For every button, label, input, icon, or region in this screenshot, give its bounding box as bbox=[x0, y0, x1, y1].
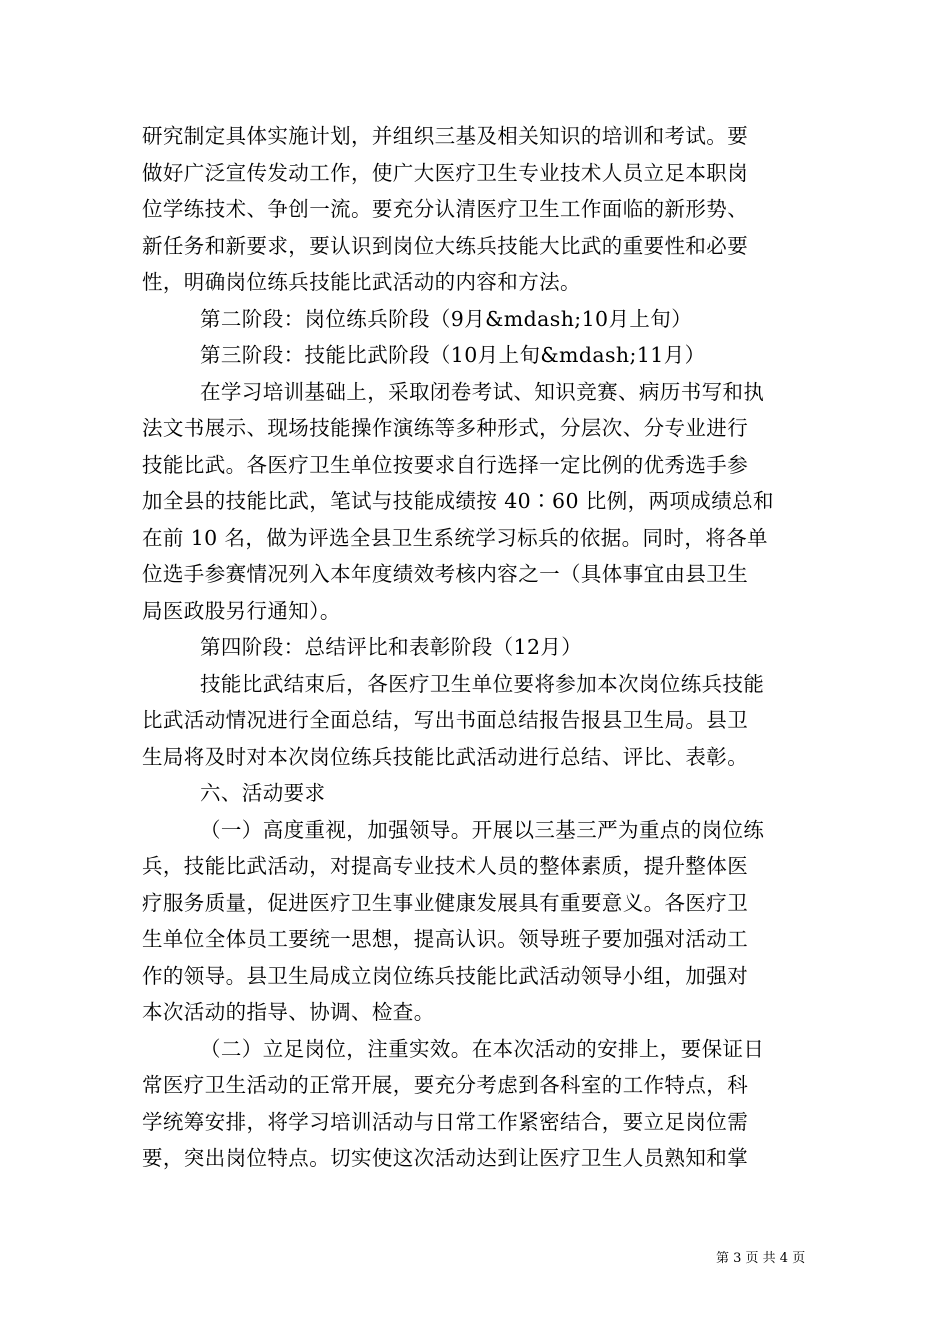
text-line: 本次活动的指导、协调、检查。 bbox=[142, 1000, 435, 1024]
text-line: 要，突出岗位特点。切实使这次活动达到让医疗卫生人员熟知和掌 bbox=[142, 1146, 749, 1170]
text-line: 常医疗卫生活动的正常开展，要充分考虑到各科室的工作特点，科 bbox=[142, 1073, 749, 1097]
text-line: 兵，技能比武活动，对提高专业技术人员的整体素质，提升整体医 bbox=[142, 854, 749, 878]
text-line: 比武活动情况进行全面总结，写出书面总结报告报县卫生局。县卫 bbox=[142, 708, 749, 732]
text-line: 研究制定具体实施计划，并组织三基及相关知识的培训和考试。要 bbox=[142, 124, 749, 148]
text-line: 技能比武。各医疗卫生单位按要求自行选择一定比例的优秀选手参 bbox=[142, 452, 749, 477]
text-line: 学统筹安排，将学习培训活动与日常工作紧密结合，要立足岗位需 bbox=[142, 1109, 749, 1134]
text-line: 技能比武结束后，各医疗卫生单位要将参加本次岗位练兵技能 bbox=[200, 671, 765, 696]
text-line: 性，明确岗位练兵技能比武活动的内容和方法。 bbox=[142, 270, 581, 294]
text-line: 做好广泛宣传发动工作，使广大医疗卫生专业技术人员立足本职岗 bbox=[142, 160, 749, 185]
page-number-footer: 第 3 页 共 4 页 bbox=[716, 1251, 806, 1266]
text-line: 位学练技术、争创一流。要充分认清医疗卫生工作面临的新形势、 bbox=[142, 197, 749, 221]
text-line: 在学习培训基础上，采取闭卷考试、知识竞赛、病历书写和执 bbox=[200, 379, 765, 404]
text-line: 新任务和新要求，要认识到岗位大练兵技能大比武的重要性和必要 bbox=[142, 233, 749, 258]
text-line: 法文书展示、现场技能操作演练等多种形式，分层次、分专业进行 bbox=[142, 416, 749, 440]
text-line: 疗服务质量，促进医疗卫生事业健康发展具有重要意义。各医疗卫 bbox=[142, 890, 749, 915]
text-line: 生局将及时对本次岗位练兵技能比武活动进行总结、评比、表彰。 bbox=[142, 744, 749, 769]
document-body bbox=[142, 118, 814, 1177]
stage-four-heading: 第四阶段：总结评比和表彰阶段（12月） bbox=[200, 635, 583, 659]
text-line: 作的领导。县卫生局成立岗位练兵技能比武活动领导小组，加强对 bbox=[142, 963, 749, 988]
stage-three-heading: 第三阶段：技能比武阶段（10月上旬&mdash;11月） bbox=[200, 343, 706, 367]
text-line: 在前 10 名，做为评选全县卫生系统学习标兵的依据。同时，将各单 bbox=[142, 525, 768, 550]
text-line: （一）高度重视，加强领导。开展以三基三严为重点的岗位练 bbox=[200, 817, 765, 842]
text-line: （二）立足岗位，注重实效。在本次活动的安排上，要保证日 bbox=[200, 1036, 765, 1061]
text-line: 加全县的技能比武，笔试与技能成绩按 40∶60 比例，两项成绩总和 bbox=[142, 489, 774, 513]
section-six-heading: 六、活动要求 bbox=[200, 781, 326, 805]
stage-two-heading: 第二阶段：岗位练兵阶段（9月&mdash;10月上旬） bbox=[200, 306, 693, 331]
text-line: 局医政股另行通知）。 bbox=[142, 598, 341, 623]
text-line: 生单位全体员工要统一思想，提高认识。领导班子要加强对活动工 bbox=[142, 927, 749, 951]
text-line: 位选手参赛情况列入本年度绩效考核内容之一（具体事宜由县卫生 bbox=[142, 562, 749, 586]
